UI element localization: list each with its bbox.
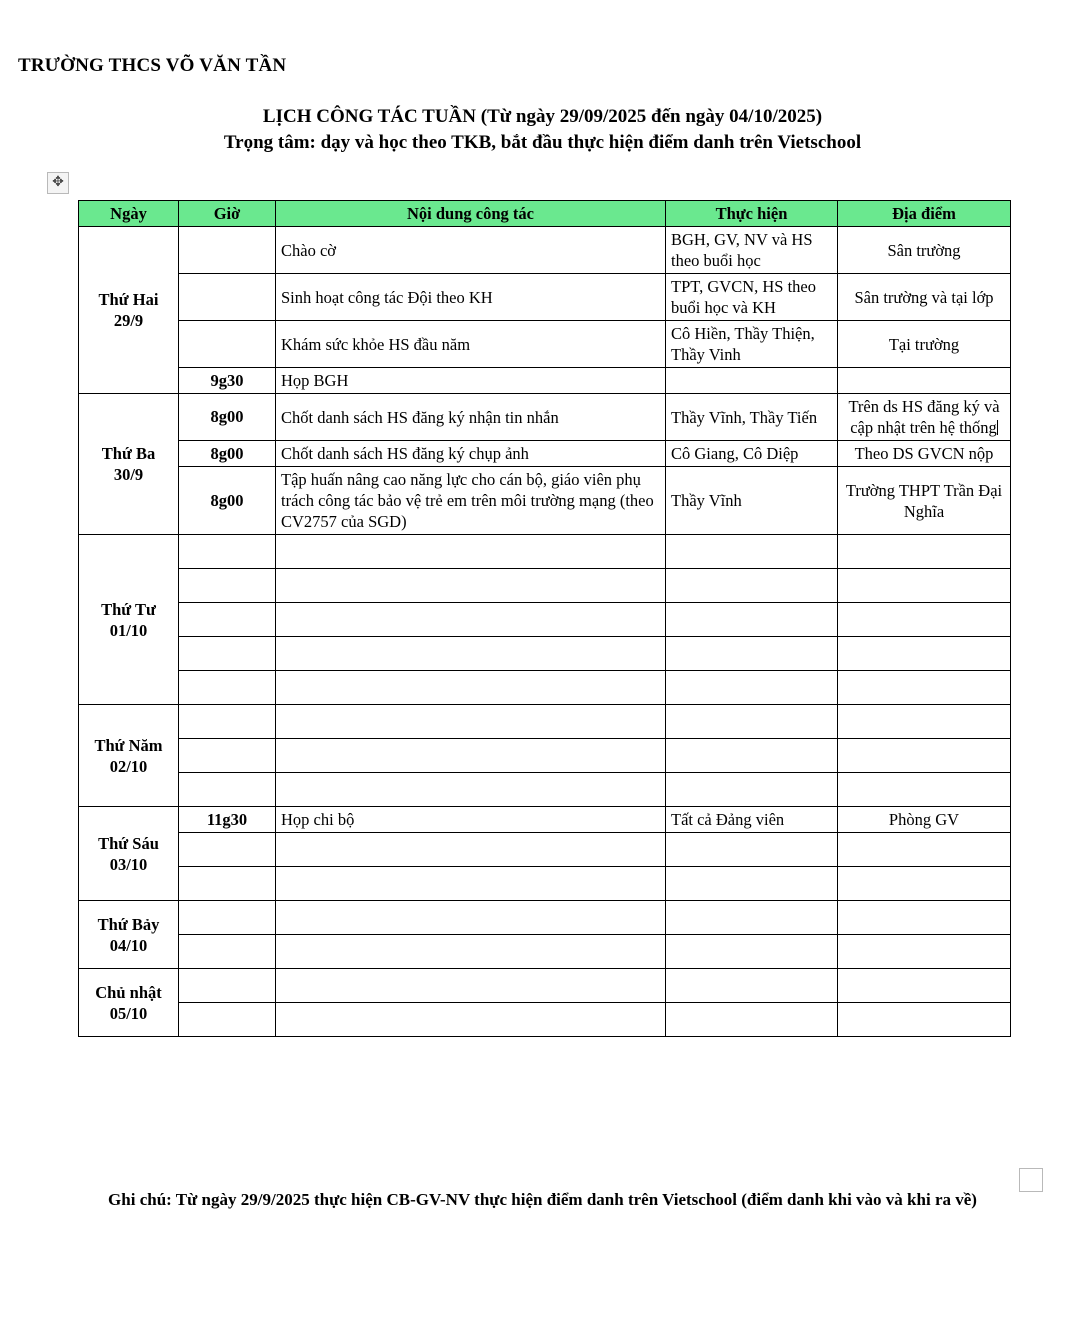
table-row (79, 1003, 1011, 1037)
assignee-cell[interactable] (666, 368, 838, 394)
assignee-cell[interactable] (666, 773, 838, 807)
table-row (79, 467, 1011, 535)
assignee-cell[interactable]: Tất cả Đảng viên (666, 807, 838, 833)
table-row (79, 569, 1011, 603)
location-cell[interactable]: Tại trường (838, 321, 1011, 368)
day-date: 04/10 (109, 935, 148, 955)
assignee-cell[interactable] (666, 637, 838, 671)
day-label: Chủ nhật (95, 982, 162, 1002)
table-row (79, 901, 1011, 935)
location-cell[interactable] (838, 969, 1011, 1003)
task-cell[interactable]: Chào cờ (276, 227, 666, 274)
time-cell[interactable]: 8g00 (179, 467, 276, 535)
day-date: 01/10 (109, 620, 148, 640)
location-cell[interactable] (838, 535, 1011, 569)
table-row (79, 671, 1011, 705)
table-row (79, 935, 1011, 969)
time-cell[interactable] (179, 535, 276, 569)
document-subtitle: Trọng tâm: dạy và học theo TKB, bắt đầu thực hiện điểm danh trên Vietschool (223, 132, 862, 153)
time-cell[interactable] (179, 969, 276, 1003)
task-cell[interactable] (276, 569, 666, 603)
table-row (79, 227, 1011, 274)
location-cell[interactable] (838, 1003, 1011, 1037)
task-cell[interactable]: Họp chi bộ (276, 807, 666, 833)
text-caret (997, 420, 998, 435)
assignee-cell[interactable] (666, 569, 838, 603)
table-resize-handle[interactable] (1019, 1168, 1043, 1192)
assignee-cell[interactable] (666, 671, 838, 705)
location-cell[interactable] (838, 671, 1011, 705)
task-cell[interactable] (276, 603, 666, 637)
location-cell[interactable]: Sân trường và tại lớp (838, 274, 1011, 321)
time-cell[interactable] (179, 274, 276, 321)
table-row (79, 637, 1011, 671)
assignee-cell[interactable] (666, 535, 838, 569)
day-cell (79, 227, 179, 394)
table-row (79, 535, 1011, 569)
task-cell[interactable] (276, 671, 666, 705)
day-cell (79, 535, 179, 705)
day-label: Thứ Hai (98, 290, 159, 309)
day-date: 02/10 (109, 756, 148, 776)
time-cell[interactable]: 11g30 (179, 807, 276, 833)
document-title: LỊCH CÔNG TÁC TUẦN (Từ ngày 29/09/2025 đến ngày 04/10/2025) (262, 106, 823, 127)
task-cell[interactable] (276, 773, 666, 807)
day-label: Thứ Năm (94, 735, 163, 755)
day-label: Thứ Bảy (97, 914, 160, 934)
header-ngay: Ngày (79, 201, 179, 227)
task-cell[interactable]: Chốt danh sách HS đăng ký chụp ảnh (276, 441, 666, 467)
weekly-schedule-table (78, 200, 1011, 1037)
assignee-cell[interactable] (666, 705, 838, 739)
table-row (79, 833, 1011, 867)
task-cell[interactable] (276, 969, 666, 1003)
table-row (79, 441, 1011, 467)
task-cell[interactable] (276, 535, 666, 569)
time-cell[interactable] (179, 705, 276, 739)
table-row (79, 807, 1011, 833)
time-cell[interactable]: 9g30 (179, 368, 276, 394)
location-cell[interactable] (838, 569, 1011, 603)
location-cell[interactable] (838, 935, 1011, 969)
time-cell[interactable] (179, 603, 276, 637)
task-cell[interactable] (276, 739, 666, 773)
location-cell[interactable] (838, 705, 1011, 739)
location-cell[interactable]: Phòng GV (838, 807, 1011, 833)
assignee-cell[interactable] (666, 969, 838, 1003)
time-cell[interactable] (179, 739, 276, 773)
location-cell[interactable]: Trên ds HS đăng ký và cập nhật trên hệ thống (838, 394, 1011, 441)
time-cell[interactable] (179, 867, 276, 901)
day-label: Thứ Tư (101, 599, 156, 619)
location-cell[interactable] (838, 603, 1011, 637)
assignee-cell[interactable] (666, 833, 838, 867)
location-cell[interactable] (838, 901, 1011, 935)
time-cell[interactable] (179, 935, 276, 969)
day-label: Thứ Ba (101, 444, 156, 463)
assignee-cell[interactable] (666, 739, 838, 773)
document-note: Ghi chú: Từ ngày 29/9/2025 thực hiện CB-GV-NV thực hiện điểm danh trên Vietschool (điểm danh khi vào và khi ra về) (108, 1190, 977, 1209)
time-cell[interactable] (179, 569, 276, 603)
assignee-cell[interactable]: Cô Hiền, Thầy Thiện, Thầy Vinh (666, 321, 838, 368)
task-cell[interactable]: Tập huấn nâng cao năng lực cho cán bộ, giáo viên phụ trách công tác bảo vệ trẻ em trên môi trường mạng (theo CV2757 của SGD) (276, 467, 666, 535)
location-cell[interactable]: Sân trường (838, 227, 1011, 274)
time-cell[interactable] (179, 671, 276, 705)
table-row (79, 867, 1011, 901)
time-cell[interactable] (179, 637, 276, 671)
day-date: 30/9 (113, 465, 144, 484)
assignee-cell[interactable]: Thầy Vĩnh (666, 467, 838, 535)
header-dia-diem: Địa điểm (838, 201, 1011, 227)
assignee-cell[interactable] (666, 867, 838, 901)
table-header-row (79, 201, 1011, 227)
day-cell (79, 969, 179, 1037)
assignee-cell[interactable] (666, 901, 838, 935)
task-cell[interactable] (276, 1003, 666, 1037)
task-cell[interactable] (276, 637, 666, 671)
header-noi-dung: Nội dung công tác (276, 201, 666, 227)
assignee-cell[interactable] (666, 1003, 838, 1037)
day-cell (79, 705, 179, 807)
location-cell[interactable] (838, 833, 1011, 867)
day-cell (79, 394, 179, 535)
task-cell[interactable]: Họp BGH (276, 368, 666, 394)
location-cell[interactable]: Trường THPT Trần Đại Nghĩa (838, 467, 1011, 535)
location-cell[interactable] (838, 368, 1011, 394)
day-date: 03/10 (109, 854, 148, 874)
school-name: TRƯỜNG THCS VÕ VĂN TẦN (18, 55, 287, 76)
table-move-handle-icon[interactable]: ✥ (47, 172, 69, 194)
time-cell[interactable] (179, 227, 276, 274)
task-cell[interactable] (276, 935, 666, 969)
header-gio: Giờ (179, 201, 276, 227)
task-cell[interactable] (276, 705, 666, 739)
task-cell[interactable]: Chốt danh sách HS đăng ký nhận tin nhắn (276, 394, 666, 441)
table-row (79, 705, 1011, 739)
assignee-cell[interactable]: Cô Giang, Cô Diệp (666, 441, 838, 467)
table-row (79, 603, 1011, 637)
time-cell[interactable] (179, 1003, 276, 1037)
table-row (79, 274, 1011, 321)
table-row (79, 739, 1011, 773)
table-row (79, 969, 1011, 1003)
task-cell[interactable] (276, 867, 666, 901)
day-label: Thứ Sáu (98, 833, 159, 853)
title-block (0, 104, 1085, 156)
day-cell (79, 807, 179, 901)
time-cell[interactable]: 8g00 (179, 394, 276, 441)
table-row (79, 368, 1011, 394)
assignee-cell[interactable]: TPT, GVCN, HS theo buổi học và KH (666, 274, 838, 321)
day-date: 05/10 (109, 1003, 148, 1023)
task-cell[interactable]: Sinh hoạt công tác Đội theo KH (276, 274, 666, 321)
time-cell[interactable] (179, 901, 276, 935)
location-cell[interactable]: Theo DS GVCN nộp (838, 441, 1011, 467)
day-date: 29/9 (113, 311, 144, 330)
time-cell[interactable]: 8g00 (179, 441, 276, 467)
location-cell[interactable] (838, 637, 1011, 671)
table-row (79, 773, 1011, 807)
time-cell[interactable] (179, 321, 276, 368)
day-cell (79, 901, 179, 969)
task-cell[interactable] (276, 901, 666, 935)
table-row (79, 321, 1011, 368)
task-cell[interactable]: Khám sức khỏe HS đầu năm (276, 321, 666, 368)
assignee-cell[interactable]: BGH, GV, NV và HS theo buổi học (666, 227, 838, 274)
location-cell[interactable] (838, 739, 1011, 773)
time-cell[interactable] (179, 773, 276, 807)
location-cell[interactable] (838, 867, 1011, 901)
location-cell[interactable] (838, 773, 1011, 807)
assignee-cell[interactable] (666, 935, 838, 969)
assignee-cell[interactable] (666, 603, 838, 637)
time-cell[interactable] (179, 833, 276, 867)
table-row (79, 394, 1011, 441)
assignee-cell[interactable]: Thầy Vĩnh, Thầy Tiến (666, 394, 838, 441)
task-cell[interactable] (276, 833, 666, 867)
header-thuc-hien: Thực hiện (666, 201, 838, 227)
